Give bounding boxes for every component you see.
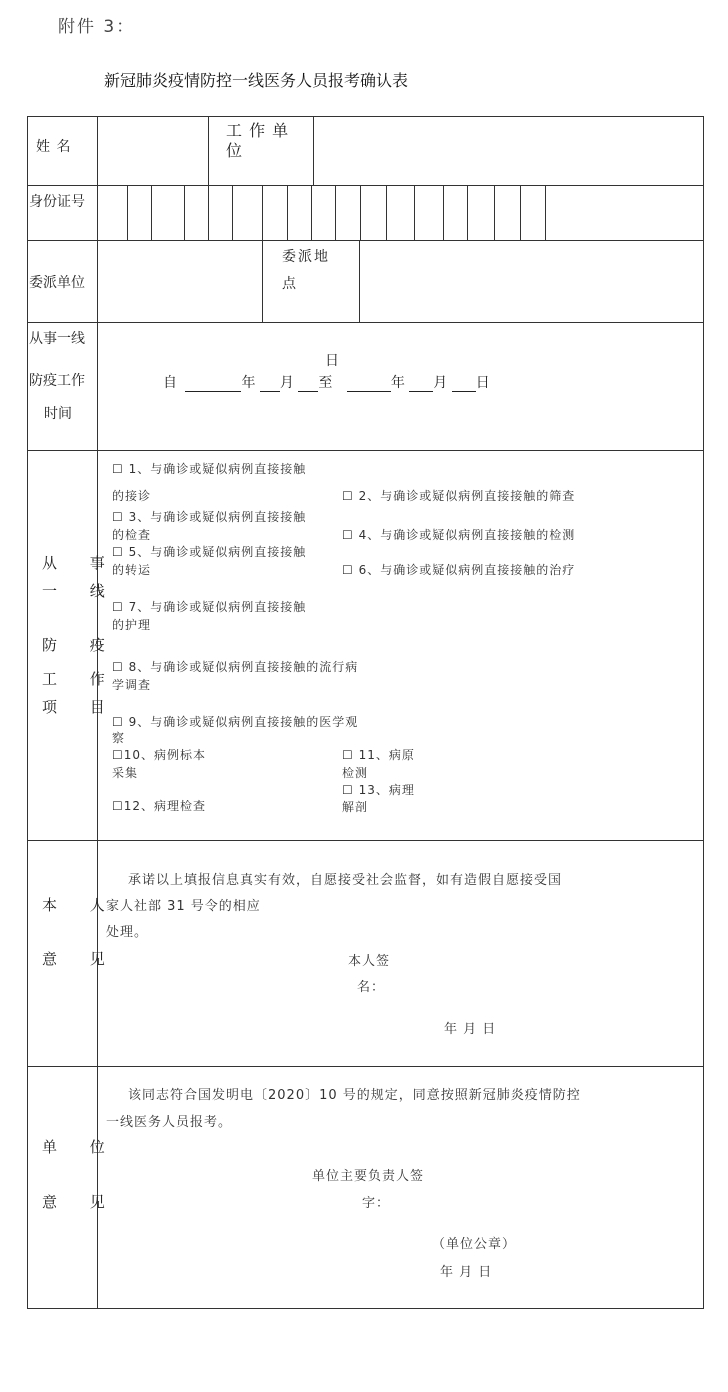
period-day2-label: 日 — [475, 375, 490, 391]
unit-date[interactable]: 年 月 日 — [440, 1265, 493, 1280]
dispatch-place-label-line2: 点 — [282, 276, 296, 292]
item-3-checkbox[interactable]: ☐ 3、与确诊或疑似病例直接接触 — [112, 510, 307, 524]
period-end-day-field[interactable] — [452, 375, 476, 392]
items-label-line1: 从 事 — [42, 554, 119, 572]
dispatch-place-field[interactable] — [361, 242, 702, 321]
period-from-row — [163, 372, 490, 392]
period-start-day-field[interactable] — [298, 375, 318, 392]
unit-signature-label-line1: 单位主要负责人签 — [312, 1169, 425, 1184]
item-7-checkbox[interactable]: ☐ 7、与确诊或疑似病例直接接触 — [112, 600, 307, 614]
item-7-text-cont: 的护理 — [112, 618, 152, 632]
unit-approval-line1: 该同志符合国发明电〔2020〕10 号的规定，同意按照新冠肺炎疫情防控 — [128, 1088, 581, 1103]
item-8-checkbox[interactable]: ☐ 8、与确诊或疑似病例直接接触的流行病 — [112, 660, 359, 674]
item-3-text-cont: 的检查 — [112, 528, 152, 542]
item-5-text-cont: 的转运 — [112, 563, 152, 577]
item-11-checkbox[interactable]: ☐ 11、病原 — [342, 748, 415, 762]
personal-signature-label-line2: 名： — [357, 980, 386, 995]
item-10-checkbox[interactable]: ☐10、病例标本 — [112, 748, 207, 762]
period-year-label: 年 — [241, 375, 256, 391]
item-13-text-cont: 解剖 — [342, 800, 369, 814]
item-1-checkbox[interactable]: ☐ 1、与确诊或疑似病例直接接触 — [112, 462, 307, 476]
period-end-year-field[interactable] — [347, 375, 391, 392]
item-13-checkbox[interactable]: ☐ 13、病理 — [342, 783, 415, 797]
period-start-month-field[interactable] — [260, 375, 280, 392]
period-start-year-field[interactable] — [185, 375, 241, 392]
item-4-checkbox[interactable]: ☐ 4、与确诊或疑似病例直接接触的检测 — [342, 528, 576, 542]
work-unit-label-line2: 位 — [226, 141, 243, 160]
dispatch-place-label-line1: 委派地 — [282, 249, 330, 265]
item-12-checkbox[interactable]: ☐12、病理检查 — [112, 799, 207, 813]
item-9-text-cont: 察 — [112, 731, 126, 745]
item-11-text-cont: 检测 — [342, 766, 369, 780]
period-month-label: 月 — [279, 375, 294, 391]
unit-opinion-label-line1: 单 位 — [42, 1138, 119, 1156]
name-field[interactable] — [99, 118, 207, 184]
item-8-text-cont: 学调查 — [112, 678, 152, 692]
work-unit-label-line1: 工 作 单 — [226, 121, 290, 140]
items-label-line4: 工 作 — [42, 670, 119, 688]
form-title: 新冠肺炎疫情防控一线医务人员报考确认表 — [104, 71, 409, 90]
dispatch-unit-label: 委派单位 — [29, 275, 85, 291]
personal-signature-label-line1: 本人签 — [348, 954, 391, 969]
id-number-label: 身份证号 — [29, 194, 85, 210]
item-2-checkbox[interactable]: ☐ 2、与确诊或疑似病例直接接触的筛查 — [342, 489, 576, 503]
unit-seal-label: （单位公章） — [432, 1237, 517, 1252]
item-5-checkbox[interactable]: ☐ 5、与确诊或疑似病例直接接触 — [112, 545, 307, 559]
period-to-label: 至 — [318, 375, 333, 391]
period-from-label: 自 — [163, 375, 177, 391]
attachment-label: 附件 3： — [58, 17, 136, 37]
item-10-text-cont: 采集 — [112, 766, 139, 780]
id-number-boxes[interactable] — [99, 187, 545, 239]
item-6-checkbox[interactable]: ☐ 6、与确诊或疑似病例直接接触的治疗 — [342, 563, 576, 577]
period-year2-label: 年 — [390, 375, 405, 391]
personal-date[interactable]: 年 月 日 — [444, 1022, 497, 1037]
personal-pledge-line3: 处理。 — [106, 925, 149, 940]
unit-signature-field[interactable] — [400, 1186, 600, 1212]
period-end-month-field[interactable] — [409, 375, 433, 392]
period-label-line3: 时间 — [44, 406, 72, 422]
dispatch-unit-field[interactable] — [99, 242, 261, 321]
work-unit-field[interactable] — [315, 118, 702, 184]
personal-signature-field[interactable] — [400, 970, 600, 996]
items-label-line2: 一 线 — [42, 582, 119, 600]
personal-pledge-line1: 承诺以上填报信息真实有效，自愿接受社会监督，如有造假自愿接受国 — [128, 873, 563, 888]
unit-signature-label-line2: 字： — [362, 1196, 391, 1211]
item-1-text-cont: 的接诊 — [112, 489, 152, 503]
items-label-line5: 项 目 — [42, 698, 119, 716]
personal-opinion-label-line2: 意 见 — [42, 950, 119, 968]
period-label-line1: 从事一线 — [29, 331, 85, 347]
items-label-line3: 防 疫 — [42, 636, 119, 654]
name-label: 姓 名 — [36, 139, 72, 155]
period-day-char-above: 日 — [325, 353, 339, 369]
item-9-checkbox[interactable]: ☐ 9、与确诊或疑似病例直接接触的医学观 — [112, 715, 359, 729]
personal-pledge-line2: 家人社部 31 号令的相应 — [106, 899, 261, 914]
unit-approval-line2: 一线医务人员报考。 — [106, 1115, 233, 1130]
period-label-line2: 防疫工作 — [29, 373, 85, 389]
unit-opinion-label-line2: 意 见 — [42, 1193, 119, 1211]
personal-opinion-label-line1: 本 人 — [42, 896, 119, 914]
period-month2-label: 月 — [433, 375, 448, 391]
